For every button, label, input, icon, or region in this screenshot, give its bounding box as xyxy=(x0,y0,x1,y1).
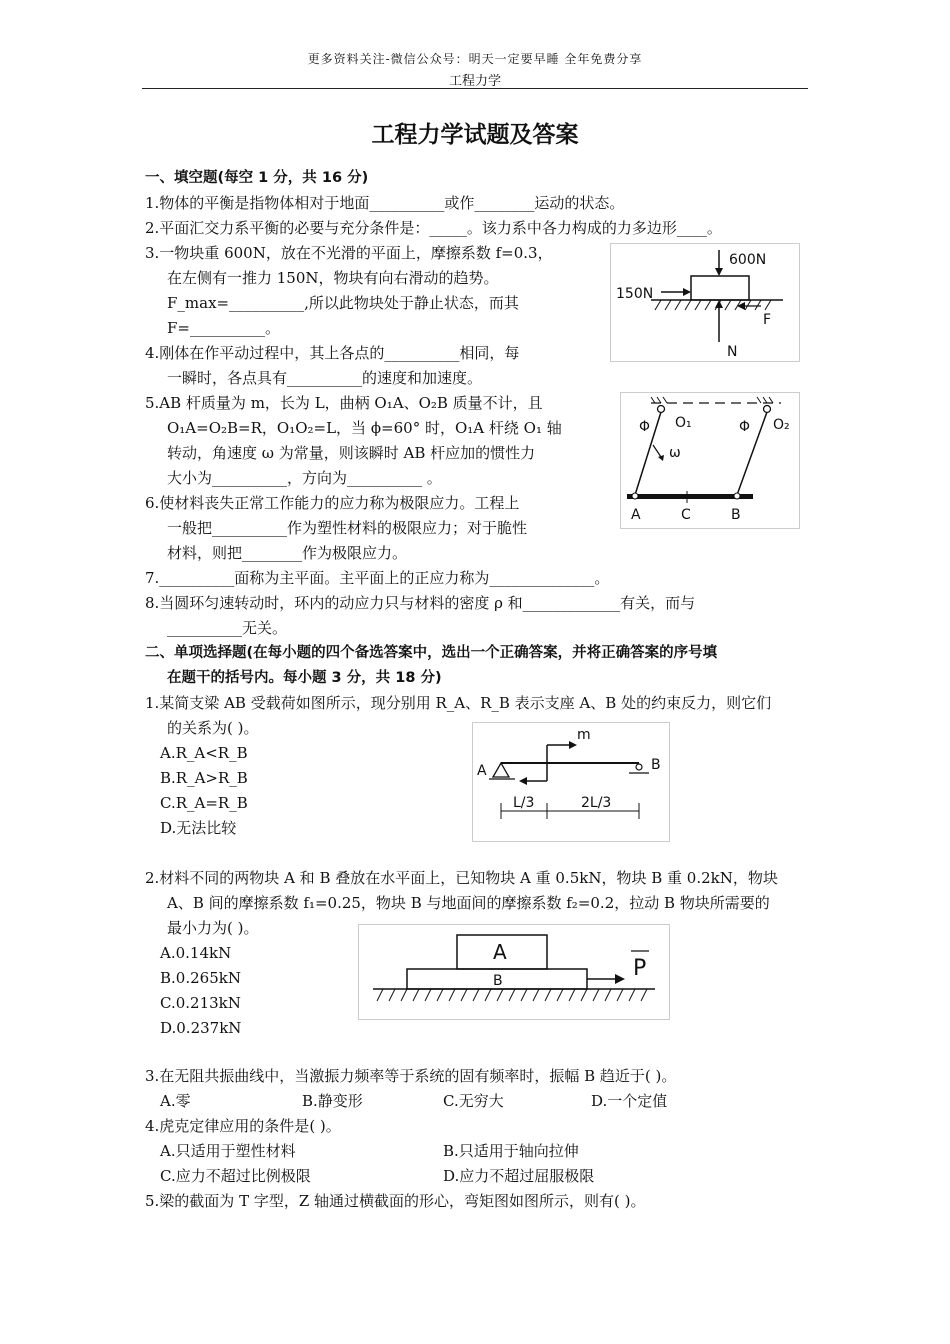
section2-heading: 二、单项选择题(在每小题的四个备选答案中，选出一个正确答案，并将正确答案的序号填 xyxy=(145,645,718,661)
fig3-seg1-label: L/3 xyxy=(513,795,535,811)
s1-line: 1.物体的平衡是指物体相对于地面__________或作________运动的状态。 xyxy=(145,194,625,212)
q2-stem: 2.材料不同的两物块 A 和 B 叠放在水平面上，已知物块 A 重 0.5kN，物块 B 重 0.2kN，物块 xyxy=(145,869,778,887)
fig2-o1-label: O₁ xyxy=(675,415,692,431)
fig4-blockA-label: A xyxy=(493,940,507,964)
q2-option: A.0.14kN xyxy=(160,944,232,962)
fig3-b-label: B xyxy=(651,757,661,773)
s1-line: O₁A=O₂B=R，O₁O₂=L，当 ϕ=60° 时，O₁A 杆绕 O₁ 轴 xyxy=(167,419,562,437)
q3-option: C.无穷大 xyxy=(443,1092,504,1110)
s1-line: 2.平面汇交力系平衡的必要与充分条件是：_____。该力系中各力构成的力多边形____。 xyxy=(145,219,722,237)
header-notice: 更多资料关注-微信公众号：明天一定要早睡 全年免费分享 xyxy=(307,52,643,66)
fig2-omega-label: ω xyxy=(669,445,681,461)
q1-option: C.R_A=R_B xyxy=(160,794,248,812)
figure-crank-linkage xyxy=(620,392,800,529)
q2-option: C.0.213kN xyxy=(160,994,241,1012)
fig1-push-label: 150N xyxy=(616,286,654,302)
q3-option: B.静变形 xyxy=(302,1092,363,1110)
fig1-normal-label: N xyxy=(727,344,738,360)
figure-beam xyxy=(472,722,670,842)
s1-line: 在左侧有一推力 150N，物块有向右滑动的趋势。 xyxy=(167,269,499,287)
q4-option: C.应力不超过比例极限 xyxy=(160,1167,311,1185)
s1-line: 6.使材料丧失正常工作能力的应力称为极限应力。工程上 xyxy=(145,494,520,512)
s1-line: F_max=__________,所以此物块处于静止状态，而其 xyxy=(167,294,519,312)
fig4-force-label: P xyxy=(633,956,647,981)
q3-option: D.一个定值 xyxy=(591,1092,668,1110)
s1-line: __________无关。 xyxy=(167,619,288,637)
figure-stacked-blocks xyxy=(358,924,670,1020)
s1-line: 3.一物块重 600N，放在不光滑的平面上，摩擦系数 f=0.3， xyxy=(145,244,553,262)
section1-heading: 一、填空题(每空 1 分，共 16 分) xyxy=(145,170,369,186)
q4-option: A.只适用于塑性材料 xyxy=(160,1142,296,1160)
header-subject: 工程力学 xyxy=(448,74,501,89)
fig2-o2-label: O₂ xyxy=(773,417,790,433)
fig2-a-label: A xyxy=(631,507,641,523)
figure-friction-block xyxy=(610,243,800,362)
s1-line: 一般把__________作为塑性材料的极限应力；对于脆性 xyxy=(167,519,528,537)
q1-stem: 1.某简支梁 AB 受载荷如图所示，现分别用 R_A、R_B 表示支座 A、B 处的约束反力，则它们 xyxy=(145,694,772,712)
s1-line: 材料，则把________作为极限应力。 xyxy=(167,544,408,562)
fig1-load-label: 600N xyxy=(729,252,767,268)
s1-line: 7.__________面称为主平面。主平面上的正应力称为______________。 xyxy=(145,569,610,587)
fig3-seg2-label: 2L/3 xyxy=(581,795,612,811)
q1-stem-cont: 的关系为( )。 xyxy=(167,719,259,737)
fig1-friction-label: F xyxy=(763,312,772,328)
q2-option: D.0.237kN xyxy=(160,1019,242,1037)
q1-option: B.R_A>R_B xyxy=(160,769,248,787)
q2-stem-cont: A、B 间的摩擦系数 f₁=0.25，物块 B 与地面间的摩擦系数 f₂=0.2，拉动 B 物块所需要的 xyxy=(167,894,770,912)
q2-option: B.0.265kN xyxy=(160,969,241,987)
fig4-blockB-label: B xyxy=(493,973,503,989)
q3-option: A.零 xyxy=(160,1092,191,1110)
fig2-c-label: C xyxy=(681,507,691,523)
s1-line: 一瞬时，各点具有__________的速度和加速度。 xyxy=(167,369,483,387)
q5-stem: 5.梁的截面为 T 字型，Z 轴通过横截面的形心，弯矩图如图所示，则有( )。 xyxy=(145,1192,646,1210)
fig2-phi-left: Φ xyxy=(639,419,651,435)
s1-line: 大小为__________，方向为__________ 。 xyxy=(167,469,442,487)
q4-option: D.应力不超过屈服极限 xyxy=(443,1167,595,1185)
q1-option: D.无法比较 xyxy=(160,819,237,837)
q3-stem: 3.在无阻共振曲线中，当激振力频率等于系统的固有频率时，振幅 B 趋近于( )。 xyxy=(145,1067,677,1085)
q4-option: B.只适用于轴向拉伸 xyxy=(443,1142,579,1160)
s1-line: 8.当圆环匀速转动时，环内的动应力只与材料的密度 ρ 和_____________有关，而与 xyxy=(145,594,696,612)
section2-heading-cont: 在题干的括号内。每小题 3 分，共 18 分) xyxy=(167,670,442,686)
fig2-b-label: B xyxy=(731,507,741,523)
fig3-a-label: A xyxy=(477,763,487,779)
q1-option: A.R_A<R_B xyxy=(160,744,248,762)
s1-line: 5.AB 杆质量为 m，长为 L，曲柄 O₁A、O₂B 质量不计，且 xyxy=(145,394,543,412)
q4-stem: 4.虎克定律应用的条件是( )。 xyxy=(145,1117,341,1135)
s1-line: 转动，角速度 ω 为常量，则该瞬时 AB 杆应加的惯性力 xyxy=(167,444,536,462)
q2-stem-cont2: 最小力为( )。 xyxy=(167,919,259,937)
fig2-phi-right: Φ xyxy=(739,419,751,435)
page-title: 工程力学试题及答案 xyxy=(371,122,579,148)
fig3-m-label: m xyxy=(577,727,591,743)
s1-line: 4.刚体在作平动过程中，其上各点的__________相同，每 xyxy=(145,344,520,362)
s1-line: F=__________。 xyxy=(167,319,280,337)
header-rule xyxy=(142,88,808,89)
